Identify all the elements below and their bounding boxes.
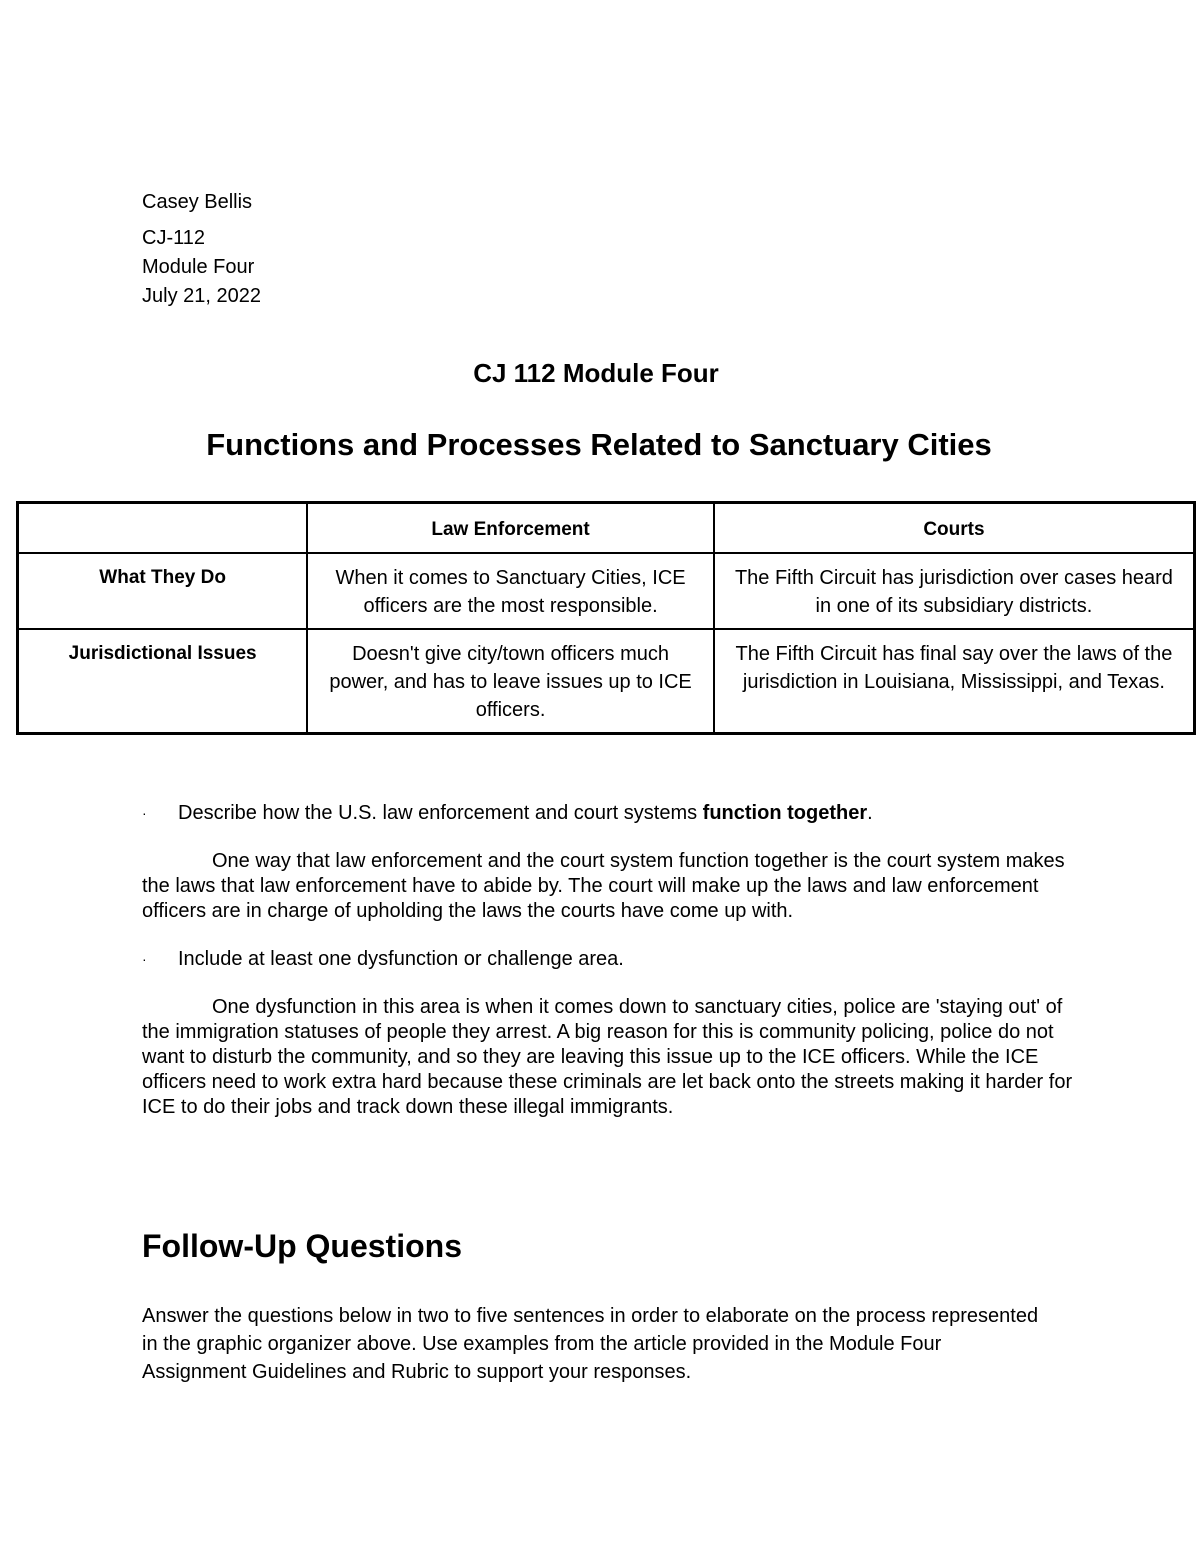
- table-header-row: [18, 503, 1195, 554]
- answer-text: One dysfunction in this area is when it comes down to sanctuary cities, police are 'staying out' of the immigration statuses of people they arrest. A big reason for this is community policing, police do not want to disturb the community, and so they are leaving this issue up to the ICE officers. While the ICE officers need to work extra hard because these criminals are let back onto the streets making it harder for ICE to do their jobs and track down these illegal immigrants.: [142, 996, 1073, 1118]
- cell-law-enforcement: When it comes to Sanctuary Cities, ICE officers are the most responsible.: [307, 553, 714, 629]
- table-header-courts: Courts: [714, 503, 1195, 554]
- prompt-text: Describe how the U.S. law enforcement and court systems: [178, 802, 703, 824]
- table-header-empty: [18, 503, 308, 554]
- bullet-prompt-function: [142, 801, 873, 826]
- module-name: Module Four: [142, 256, 255, 278]
- document-title: Functions and Processes Related to Sanctuary Cities: [206, 427, 992, 462]
- course-code: CJ-112: [142, 227, 205, 249]
- bullet-symbol: ·: [142, 805, 147, 822]
- submission-date: July 21, 2022: [142, 285, 261, 307]
- bullet-symbol: ·: [142, 951, 147, 968]
- table-header-law-enforcement: Law Enforcement: [307, 503, 714, 554]
- prompt-text-end: .: [867, 802, 873, 824]
- cell-courts: The Fifth Circuit has jurisdiction over cases heard in one of its subsidiary districts.: [714, 553, 1195, 629]
- follow-up-heading: Follow-Up Questions: [142, 1228, 462, 1264]
- answer-paragraph: [142, 995, 1082, 1120]
- prompt-bold-text: function together: [702, 802, 868, 824]
- table-row: [18, 553, 1195, 629]
- course-title: CJ 112 Module Four: [473, 358, 719, 388]
- row-label-what-they-do: What They Do: [18, 553, 308, 629]
- cell-law-enforcement: Doesn't give city/town officers much power, and has to leave issues up to ICE officers.: [307, 629, 714, 734]
- author-name: Casey Bellis: [142, 191, 253, 213]
- row-label-jurisdictional-issues: Jurisdictional Issues: [18, 629, 308, 734]
- cell-courts: The Fifth Circuit has final say over the laws of the jurisdiction in Louisiana, Mississippi, and Texas.: [714, 629, 1195, 734]
- prompt-text: Include at least one dysfunction or challenge area.: [178, 948, 624, 970]
- graphic-organizer-table: [16, 501, 1196, 735]
- follow-up-instructions: Answer the questions below in two to five sentences in order to elaborate on the process represented in the graphic organizer above. Use examples from the article provided in the Module Four Assignment Guidelines and Rubric to support your responses.: [142, 1305, 1039, 1383]
- bullet-prompt-dysfunction: [142, 947, 624, 972]
- answer-paragraph: [142, 849, 1082, 924]
- author-header: [142, 188, 261, 311]
- table-row: [18, 629, 1195, 734]
- answer-text: One way that law enforcement and the court system function together is the court system makes the laws that law enforcement have to abide by. The court will make up the laws and law enforcement officers are in charge of upholding the laws the courts have come up with.: [142, 850, 1065, 922]
